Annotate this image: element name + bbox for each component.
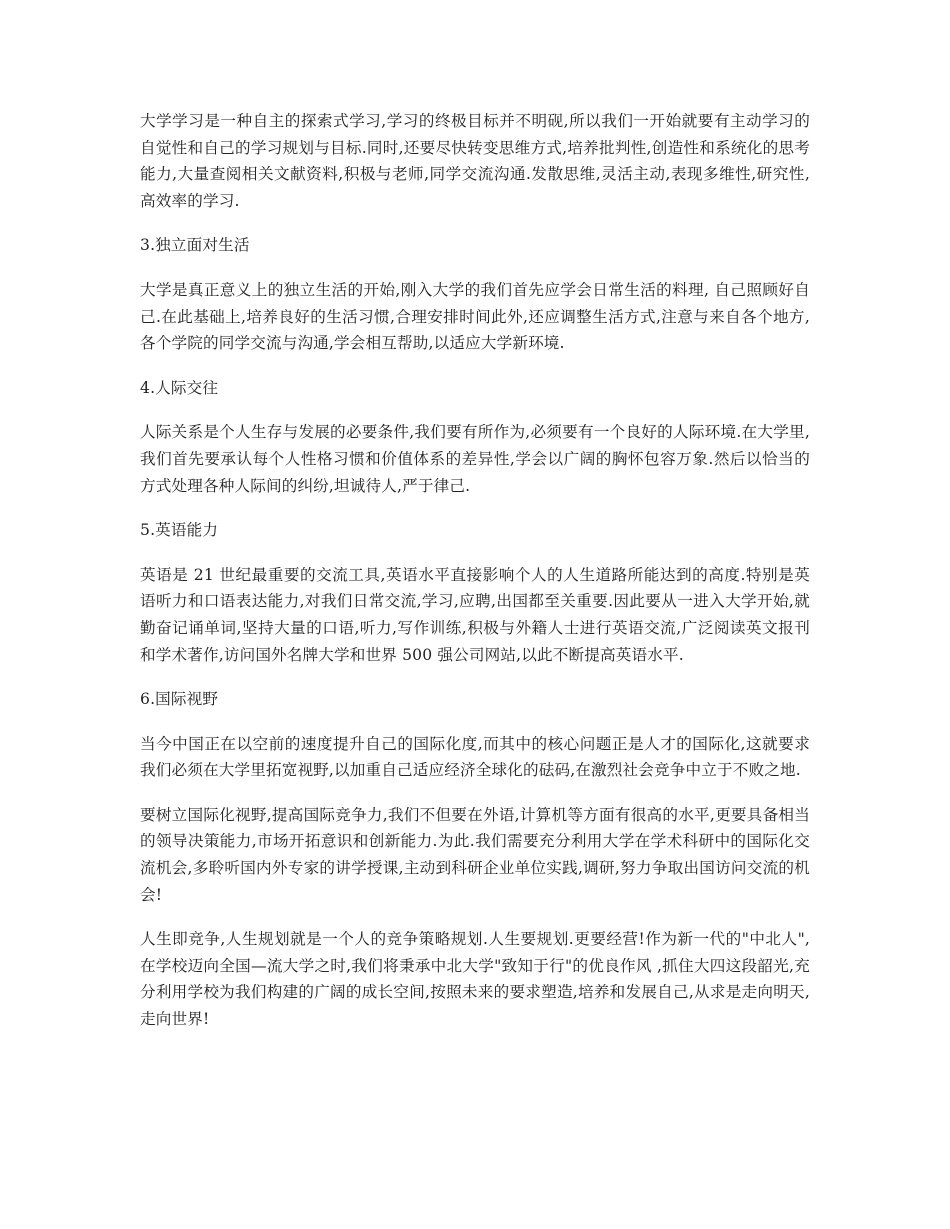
paragraph-interpersonal: 人际关系是个人生存与发展的必要条件,我们要有所作为,必须要有一个良好的人际环境.在大学里,我们首先要承认每个人性格习惯和价值体系的差异性,学会以广阔的胸怀包容万象.然后以恰当的方式处理各种人际间的纠纷,坦诚待人,严于律己. — [140, 423, 810, 495]
heading-international: 6.国际视野 — [140, 690, 219, 709]
paragraph-conclusion: 人生即竞争,人生规划就是一个人的竞争策略规划.人生要规划.更要经营!作为新一代的"中北人",在学校迈向全国—流大学之时,我们将秉承中北大学"致知于行"的优良作风 ,抓住大四这段韶光,充分利用学校为我们构建的广阔的成长空间,按照未来的要求塑造,培养和发展自己,从求是走向明天,走向世界! — [140, 930, 810, 1029]
heading-interpersonal: 4.人际交往 — [140, 378, 219, 397]
heading-independent-life: 3.独立面对生活 — [140, 236, 250, 255]
paragraph-english: 英语是 21 世纪最重要的交流工具,英语水平直接影响个人的人生道路所能达到的高度.特别是英语听力和口语表达能力,对我们日常交流,学习,应聘,出国都至关重要.因此要从一进入大学开始,就勤奋记诵单词,坚持大量的口语,听力,写作训练,积极与外籍人士进行英语交流,广泛阅读英文报刊和学术著作,访问国外名牌大学和世界 500 强公司网站,以此不断提高英语水平. — [140, 565, 810, 664]
paragraph-learning: 大学学习是一种自主的探索式学习,学习的终极目标并不明砚,所以我们一开始就要有主动学习的自觉性和自己的学习规划与目标.同时,还要尽快转变思维方式,培养批判性,创造性和系统化的思考能力,大量查阅相关文献资料,积极与老师,同学交流沟通.发散思维,灵活主动,表现多维性,研究性,高效率的学习. — [140, 112, 810, 210]
paragraph-international-2: 要树立国际化视野,提高国际竞争力,我们不但要在外语,计算机等方面有很高的水平,更要具备相当的领导决策能力,市场开拓意识和创新能力.为此.我们需要充分利用大学在学术科研中的国际化交流机会,多聆听国内外专家的讲学授课,主动到科研企业单位实践,调研,努力争取出国访问交流的机会! — [140, 805, 810, 904]
paragraph-independent-life: 大学是真正意义上的独立生活的开始,刚入大学的我们首先应学会日常生活的料理, 自己照顾好自己.在此基础上,培养良好的生活习惯,合理安排时间此外,还应调整生活方式,注意与来自各个地方,各个学院的同学交流与沟通,学会相互帮助,以适应大学新环境. — [140, 280, 810, 353]
heading-english: 5.英语能力 — [140, 521, 219, 540]
paragraph-international-1: 当今中国正在以空前的速度提升自己的国际化度,而其中的核心问题正是人才的国际化,这就要求我们必须在大学里拓宽视野,以加重自己适应经济全球化的砝码,在激烈社会竞争中立于不败之地. — [140, 734, 810, 780]
